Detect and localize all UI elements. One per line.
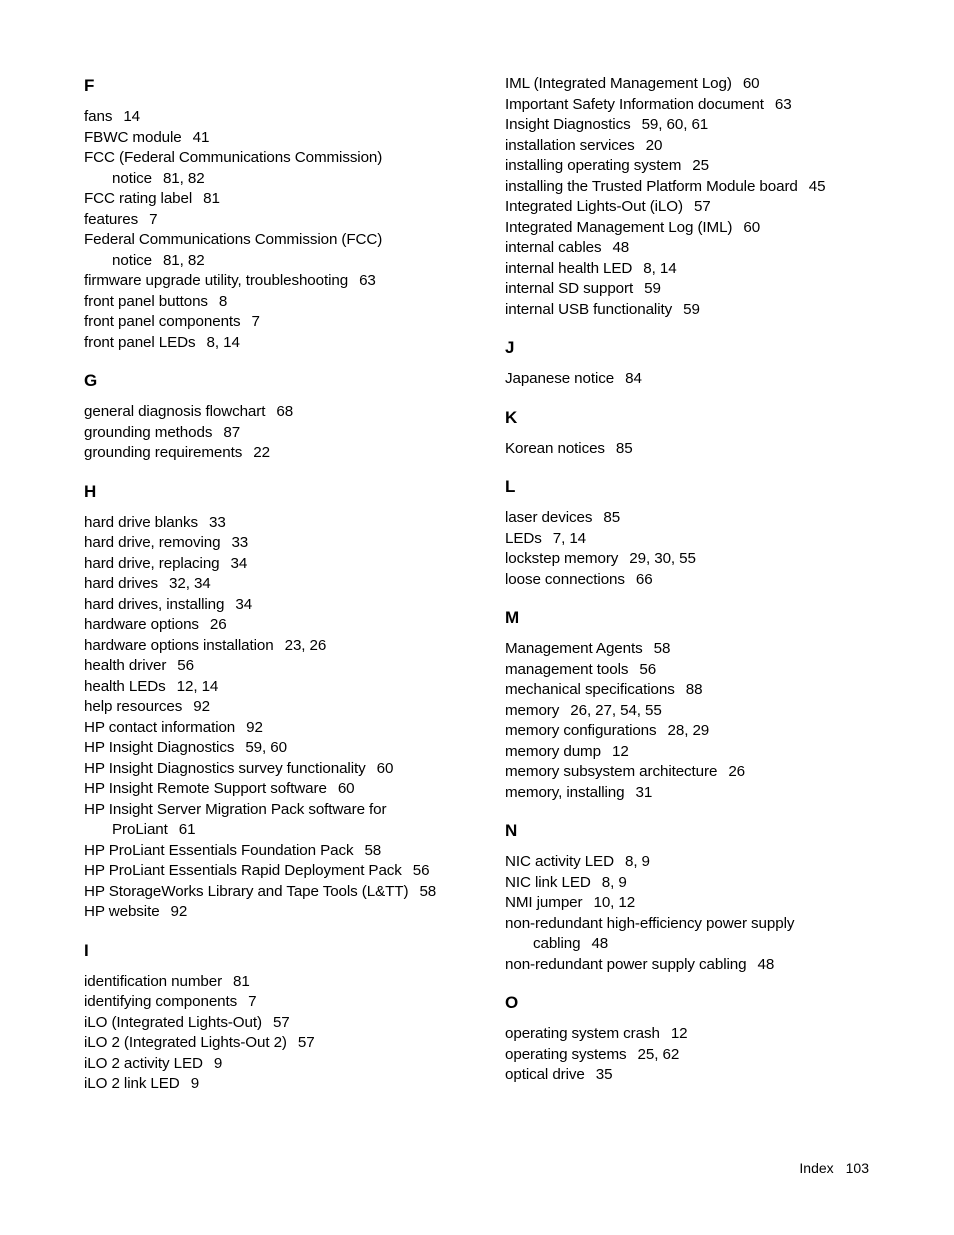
index-entry — [505, 893, 925, 914]
index-page-refs[interactable]: 92 — [246, 718, 263, 736]
index-term: grounding requirements — [84, 444, 243, 461]
index-term: hard drive blanks — [84, 513, 198, 531]
index-page-refs[interactable]: 92 — [170, 903, 188, 920]
index-term: NMI jumper — [505, 894, 583, 911]
index-term: internal cables — [505, 239, 602, 256]
index-entry — [84, 554, 484, 575]
index-page-refs[interactable]: 92 — [193, 698, 210, 715]
index-entry-continuation — [84, 169, 484, 190]
index-entry — [505, 660, 925, 681]
index-entry — [84, 443, 484, 464]
index-page-refs[interactable]: 22 — [253, 444, 270, 461]
index-page-refs[interactable]: 60 — [337, 780, 355, 797]
index-term: Management Agents — [505, 640, 643, 657]
index-page-refs[interactable]: 58 — [653, 640, 671, 657]
index-entry — [84, 402, 484, 423]
index-entry — [84, 882, 484, 903]
index-page-refs[interactable]: 41 — [192, 128, 210, 146]
index-page-refs[interactable]: 59 — [644, 280, 661, 297]
index-entry-continuation — [84, 820, 484, 841]
index-entry — [84, 513, 484, 534]
section-letter-heading: G — [84, 371, 98, 390]
index-term: Insight Diagnostics — [505, 116, 631, 133]
index-term: operating systems — [505, 1045, 627, 1063]
index-page-refs[interactable]: 68 — [276, 403, 294, 420]
index-term-continued: ProLiant — [112, 821, 168, 838]
index-page-refs[interactable]: 12 — [670, 1025, 688, 1042]
index-term: memory, installing — [505, 783, 625, 801]
index-page-refs[interactable]: 25, 62 — [637, 1045, 680, 1063]
index-page-refs[interactable]: 81, 82 — [162, 169, 205, 187]
index-page-refs[interactable]: 85 — [603, 509, 621, 526]
index-page-refs[interactable]: 58 — [364, 841, 382, 859]
index-term: identifying components — [84, 993, 238, 1010]
index-page-refs[interactable]: 7 — [248, 993, 257, 1010]
index-term: IML (Integrated Management Log) — [505, 75, 732, 92]
index-term: internal SD support — [505, 280, 634, 297]
index-term: front panel components — [84, 313, 241, 330]
index-entry — [505, 1024, 925, 1045]
index-term: hard drives — [84, 575, 159, 592]
index-term: Important Safety Information document — [505, 95, 764, 113]
index-term: internal health LED — [505, 259, 633, 277]
index-entry — [505, 177, 925, 198]
index-page-refs[interactable]: 20 — [645, 136, 663, 154]
index-entry — [84, 148, 484, 189]
index-page-refs[interactable]: 58 — [419, 882, 437, 900]
index-page-refs[interactable]: 59 — [683, 300, 700, 318]
index-term: health LEDs — [84, 677, 166, 695]
index-entry — [84, 423, 484, 444]
index-term: fans — [84, 108, 113, 125]
index-term-continued: cabling — [533, 935, 581, 952]
index-entry — [84, 333, 484, 354]
index-entry — [84, 312, 484, 333]
index-entry — [84, 800, 484, 841]
index-entry — [84, 271, 484, 292]
section-letter-heading: F — [84, 76, 95, 95]
index-term: operating system crash — [505, 1025, 660, 1042]
index-term: hard drives, installing — [84, 595, 225, 613]
index-entry — [84, 697, 484, 718]
index-page-refs[interactable]: 35 — [595, 1066, 613, 1083]
section-letter-heading: L — [505, 477, 516, 496]
section-letter-heading: J — [505, 338, 515, 357]
index-term: HP StorageWorks Library and Tape Tools (L&TT) — [84, 882, 409, 900]
index-entry — [505, 680, 925, 701]
index-entry — [505, 639, 925, 660]
index-page-refs[interactable]: 45 — [808, 177, 826, 195]
index-entry — [84, 210, 484, 231]
index-term: NIC activity LED — [505, 853, 614, 870]
index-entry — [505, 259, 925, 280]
index-page-refs[interactable]: 48 — [591, 935, 609, 952]
index-term: health driver — [84, 657, 167, 674]
index-entry — [84, 128, 484, 149]
index-term: general diagnosis flowchart — [84, 403, 266, 420]
index-entry — [84, 738, 484, 759]
index-section-g — [84, 369, 484, 464]
index-entry — [84, 1054, 484, 1075]
index-term: iLO (Integrated Lights-Out) — [84, 1013, 262, 1031]
index-page-refs[interactable]: 60 — [376, 759, 394, 777]
index-term: memory configurations — [505, 722, 657, 739]
index-page-refs[interactable]: 81, 82 — [162, 251, 205, 269]
section-letter-heading: M — [505, 608, 520, 627]
index-term: HP Insight Diagnostics — [84, 739, 235, 756]
index-term: hardware options installation — [84, 636, 274, 654]
index-term: installing operating system — [505, 157, 682, 174]
index-entry — [505, 783, 925, 804]
index-section-n — [505, 819, 925, 975]
index-page-refs[interactable]: 56 — [639, 660, 657, 678]
index-term: identification number — [84, 972, 223, 990]
index-page-refs[interactable]: 9 — [190, 1075, 200, 1092]
index-term: front panel LEDs — [84, 333, 196, 351]
index-page-refs[interactable]: 59, 60, 61 — [641, 116, 709, 133]
index-page-refs[interactable]: 7 — [149, 210, 158, 228]
index-term: HP ProLiant Essentials Rapid Deployment Pack — [84, 862, 402, 879]
index-entry — [84, 1033, 484, 1054]
index-page-refs[interactable]: 7, 14 — [552, 529, 587, 547]
index-entry — [84, 595, 484, 616]
index-entry — [84, 861, 484, 882]
index-entry — [505, 218, 925, 239]
index-entry — [505, 439, 925, 460]
index-page-refs[interactable]: 28, 29 — [667, 722, 710, 739]
index-page-refs[interactable]: 26 — [728, 763, 746, 780]
index-page-refs[interactable]: 10, 12 — [593, 894, 636, 911]
index-term: iLO 2 activity LED — [84, 1054, 203, 1072]
index-entry — [505, 369, 925, 390]
index-page-refs[interactable]: 26 — [209, 616, 227, 633]
section-letter-heading: N — [505, 821, 518, 840]
index-term: HP Insight Diagnostics survey functionality — [84, 759, 366, 777]
index-entry — [84, 677, 484, 698]
index-entry-continuation — [84, 251, 484, 272]
index-section-k — [505, 406, 925, 460]
index-page-refs[interactable]: 56 — [412, 862, 430, 879]
index-term: NIC link LED — [505, 873, 591, 891]
index-entry — [505, 721, 925, 742]
index-entry — [84, 718, 484, 739]
index-term: HP Insight Server Migration Pack software for — [84, 800, 387, 818]
index-entry — [84, 992, 484, 1013]
index-section-continued — [505, 74, 925, 320]
index-page-refs[interactable]: 9 — [213, 1054, 223, 1072]
index-section-j — [505, 336, 925, 390]
index-page-refs[interactable]: 48 — [757, 955, 775, 973]
page-footer — [799, 1158, 869, 1178]
index-entry — [505, 762, 925, 783]
index-entry — [84, 841, 484, 862]
index-term: HP Insight Remote Support software — [84, 780, 327, 797]
index-page-refs[interactable]: 33 — [208, 513, 226, 531]
index-term: memory dump — [505, 742, 601, 760]
index-term: optical drive — [505, 1066, 585, 1083]
index-entry — [84, 779, 484, 800]
index-entry — [505, 238, 925, 259]
index-term: memory subsystem architecture — [505, 763, 718, 780]
index-page-refs[interactable]: 81 — [203, 190, 220, 207]
index-page-refs[interactable]: 8 — [218, 292, 228, 310]
index-page-refs[interactable]: 63 — [774, 95, 792, 113]
index-entry — [505, 549, 925, 570]
index-entry — [505, 1065, 925, 1086]
index-section-o — [505, 991, 925, 1086]
index-entry-continuation — [505, 934, 925, 955]
index-term: Integrated Management Log (IML) — [505, 218, 733, 236]
index-entry — [505, 115, 925, 136]
index-page-refs[interactable]: 14 — [123, 108, 141, 125]
index-section-m — [505, 606, 925, 803]
index-page-refs[interactable]: 87 — [223, 423, 241, 441]
index-term: hard drive, replacing — [84, 554, 220, 572]
index-term: loose connections — [505, 570, 625, 588]
index-entry — [505, 852, 925, 873]
index-entry — [84, 636, 484, 657]
index-page-refs[interactable]: 8, 9 — [601, 873, 627, 891]
index-entry — [505, 156, 925, 177]
index-page-refs[interactable]: 57 — [272, 1013, 290, 1031]
index-term: hard drive, removing — [84, 534, 221, 551]
index-term: installation services — [505, 136, 635, 154]
index-page-refs[interactable]: 59, 60 — [245, 739, 287, 756]
section-letter-heading: O — [505, 993, 519, 1012]
index-term: firmware upgrade utility, troubleshooting — [84, 272, 349, 289]
index-page-refs[interactable]: 25 — [692, 157, 709, 174]
index-entry — [505, 529, 925, 550]
index-page-refs[interactable]: 57 — [693, 198, 711, 215]
index-section-l — [505, 475, 925, 590]
index-term: Federal Communications Commission (FCC) — [84, 231, 383, 248]
index-term: mechanical specifications — [505, 681, 675, 698]
index-term: grounding methods — [84, 423, 213, 441]
index-term: lockstep memory — [505, 550, 619, 567]
index-term: front panel buttons — [84, 292, 208, 310]
index-term: HP ProLiant Essentials Foundation Pack — [84, 841, 354, 859]
index-entry — [505, 914, 925, 955]
footer-label: Index — [799, 1160, 834, 1176]
index-term: non-redundant power supply cabling — [505, 955, 747, 973]
index-term: features — [84, 210, 139, 228]
index-page-refs[interactable]: 85 — [615, 439, 633, 457]
index-entry — [84, 1013, 484, 1034]
index-page-refs[interactable]: 31 — [635, 783, 653, 801]
index-term: management tools — [505, 660, 629, 678]
index-page-refs[interactable]: 60 — [742, 75, 760, 92]
index-term: non-redundant high-efficiency power supply — [505, 914, 795, 932]
index-entry — [84, 656, 484, 677]
index-entry — [505, 95, 925, 116]
index-entry — [84, 230, 484, 271]
index-page-refs[interactable]: 48 — [612, 239, 630, 256]
index-page-refs[interactable]: 88 — [685, 681, 703, 698]
index-term: Integrated Lights-Out (iLO) — [505, 198, 683, 215]
index-entry — [505, 197, 925, 218]
index-term-continued: notice — [112, 251, 152, 269]
index-term-continued: notice — [112, 169, 152, 187]
index-term: iLO 2 (Integrated Lights-Out 2) — [84, 1034, 287, 1051]
section-letter-heading: H — [84, 481, 97, 501]
index-entry — [84, 189, 484, 210]
index-entry — [84, 615, 484, 636]
index-term: Korean notices — [505, 439, 605, 457]
section-letter-heading: K — [505, 407, 518, 427]
index-entry — [505, 508, 925, 529]
index-page-refs[interactable]: 34 — [230, 554, 248, 572]
index-entry — [84, 972, 484, 993]
index-page-refs[interactable]: 66 — [635, 570, 653, 588]
index-page-refs[interactable]: 33 — [231, 534, 249, 551]
page-number: 103 — [845, 1160, 869, 1176]
index-page-refs[interactable]: 8, 14 — [206, 333, 240, 351]
index-page-refs[interactable]: 32, 34 — [169, 575, 211, 592]
index-page-refs[interactable]: 8, 9 — [624, 853, 650, 870]
index-entry — [84, 533, 484, 554]
index-page-refs[interactable]: 81 — [233, 972, 250, 990]
index-term: FCC rating label — [84, 190, 193, 207]
index-page-refs[interactable]: 61 — [178, 821, 196, 838]
index-term: Japanese notice — [505, 370, 615, 387]
index-term: hardware options — [84, 616, 199, 633]
index-page-refs[interactable]: 84 — [625, 370, 642, 387]
index-term: iLO 2 link LED — [84, 1075, 180, 1092]
index-page-refs[interactable]: 8, 14 — [643, 259, 677, 277]
index-page-refs[interactable]: 34 — [235, 595, 253, 613]
index-page-refs[interactable]: 12 — [611, 742, 629, 760]
index-entry — [84, 574, 484, 595]
index-term: LEDs — [505, 529, 542, 547]
index-term: help resources — [84, 698, 183, 715]
index-entry — [84, 107, 484, 128]
index-page-refs[interactable]: 60 — [743, 218, 761, 236]
index-term: laser devices — [505, 509, 593, 526]
index-entry — [505, 136, 925, 157]
index-entry — [505, 701, 925, 722]
index-section-i — [84, 939, 484, 1095]
index-entry — [505, 570, 925, 591]
index-entry — [505, 1045, 925, 1066]
index-column-left — [84, 74, 484, 1111]
index-page-refs[interactable]: 57 — [297, 1034, 315, 1051]
index-column-right — [505, 74, 925, 1102]
index-entry — [505, 955, 925, 976]
index-section-h — [84, 480, 484, 923]
index-term: HP website — [84, 903, 160, 920]
index-entry — [84, 292, 484, 313]
index-entry — [505, 74, 925, 95]
index-term: memory — [505, 701, 560, 719]
index-term: FBWC module — [84, 128, 182, 146]
index-entry — [84, 759, 484, 780]
index-section-f — [84, 74, 484, 353]
index-term: HP contact information — [84, 718, 236, 736]
index-entry — [505, 300, 925, 321]
index-entry — [505, 873, 925, 894]
index-page-refs[interactable]: 23, 26 — [284, 636, 327, 654]
index-entry — [84, 1074, 484, 1095]
index-entry — [84, 902, 484, 923]
index-page-refs[interactable]: 29, 30, 55 — [629, 550, 696, 567]
index-term: internal USB functionality — [505, 300, 673, 318]
index-entry — [505, 742, 925, 763]
index-page-refs[interactable]: 7 — [251, 313, 260, 330]
index-page-refs[interactable]: 56 — [177, 657, 194, 674]
index-term: installing the Trusted Platform Module board — [505, 177, 798, 195]
index-page-refs[interactable]: 63 — [359, 272, 376, 289]
index-term: FCC (Federal Communications Commission) — [84, 149, 383, 166]
index-page-refs[interactable]: 12, 14 — [176, 677, 219, 695]
index-entry — [505, 279, 925, 300]
index-page-refs[interactable]: 26, 27, 54, 55 — [570, 701, 662, 719]
section-letter-heading: I — [84, 940, 89, 960]
